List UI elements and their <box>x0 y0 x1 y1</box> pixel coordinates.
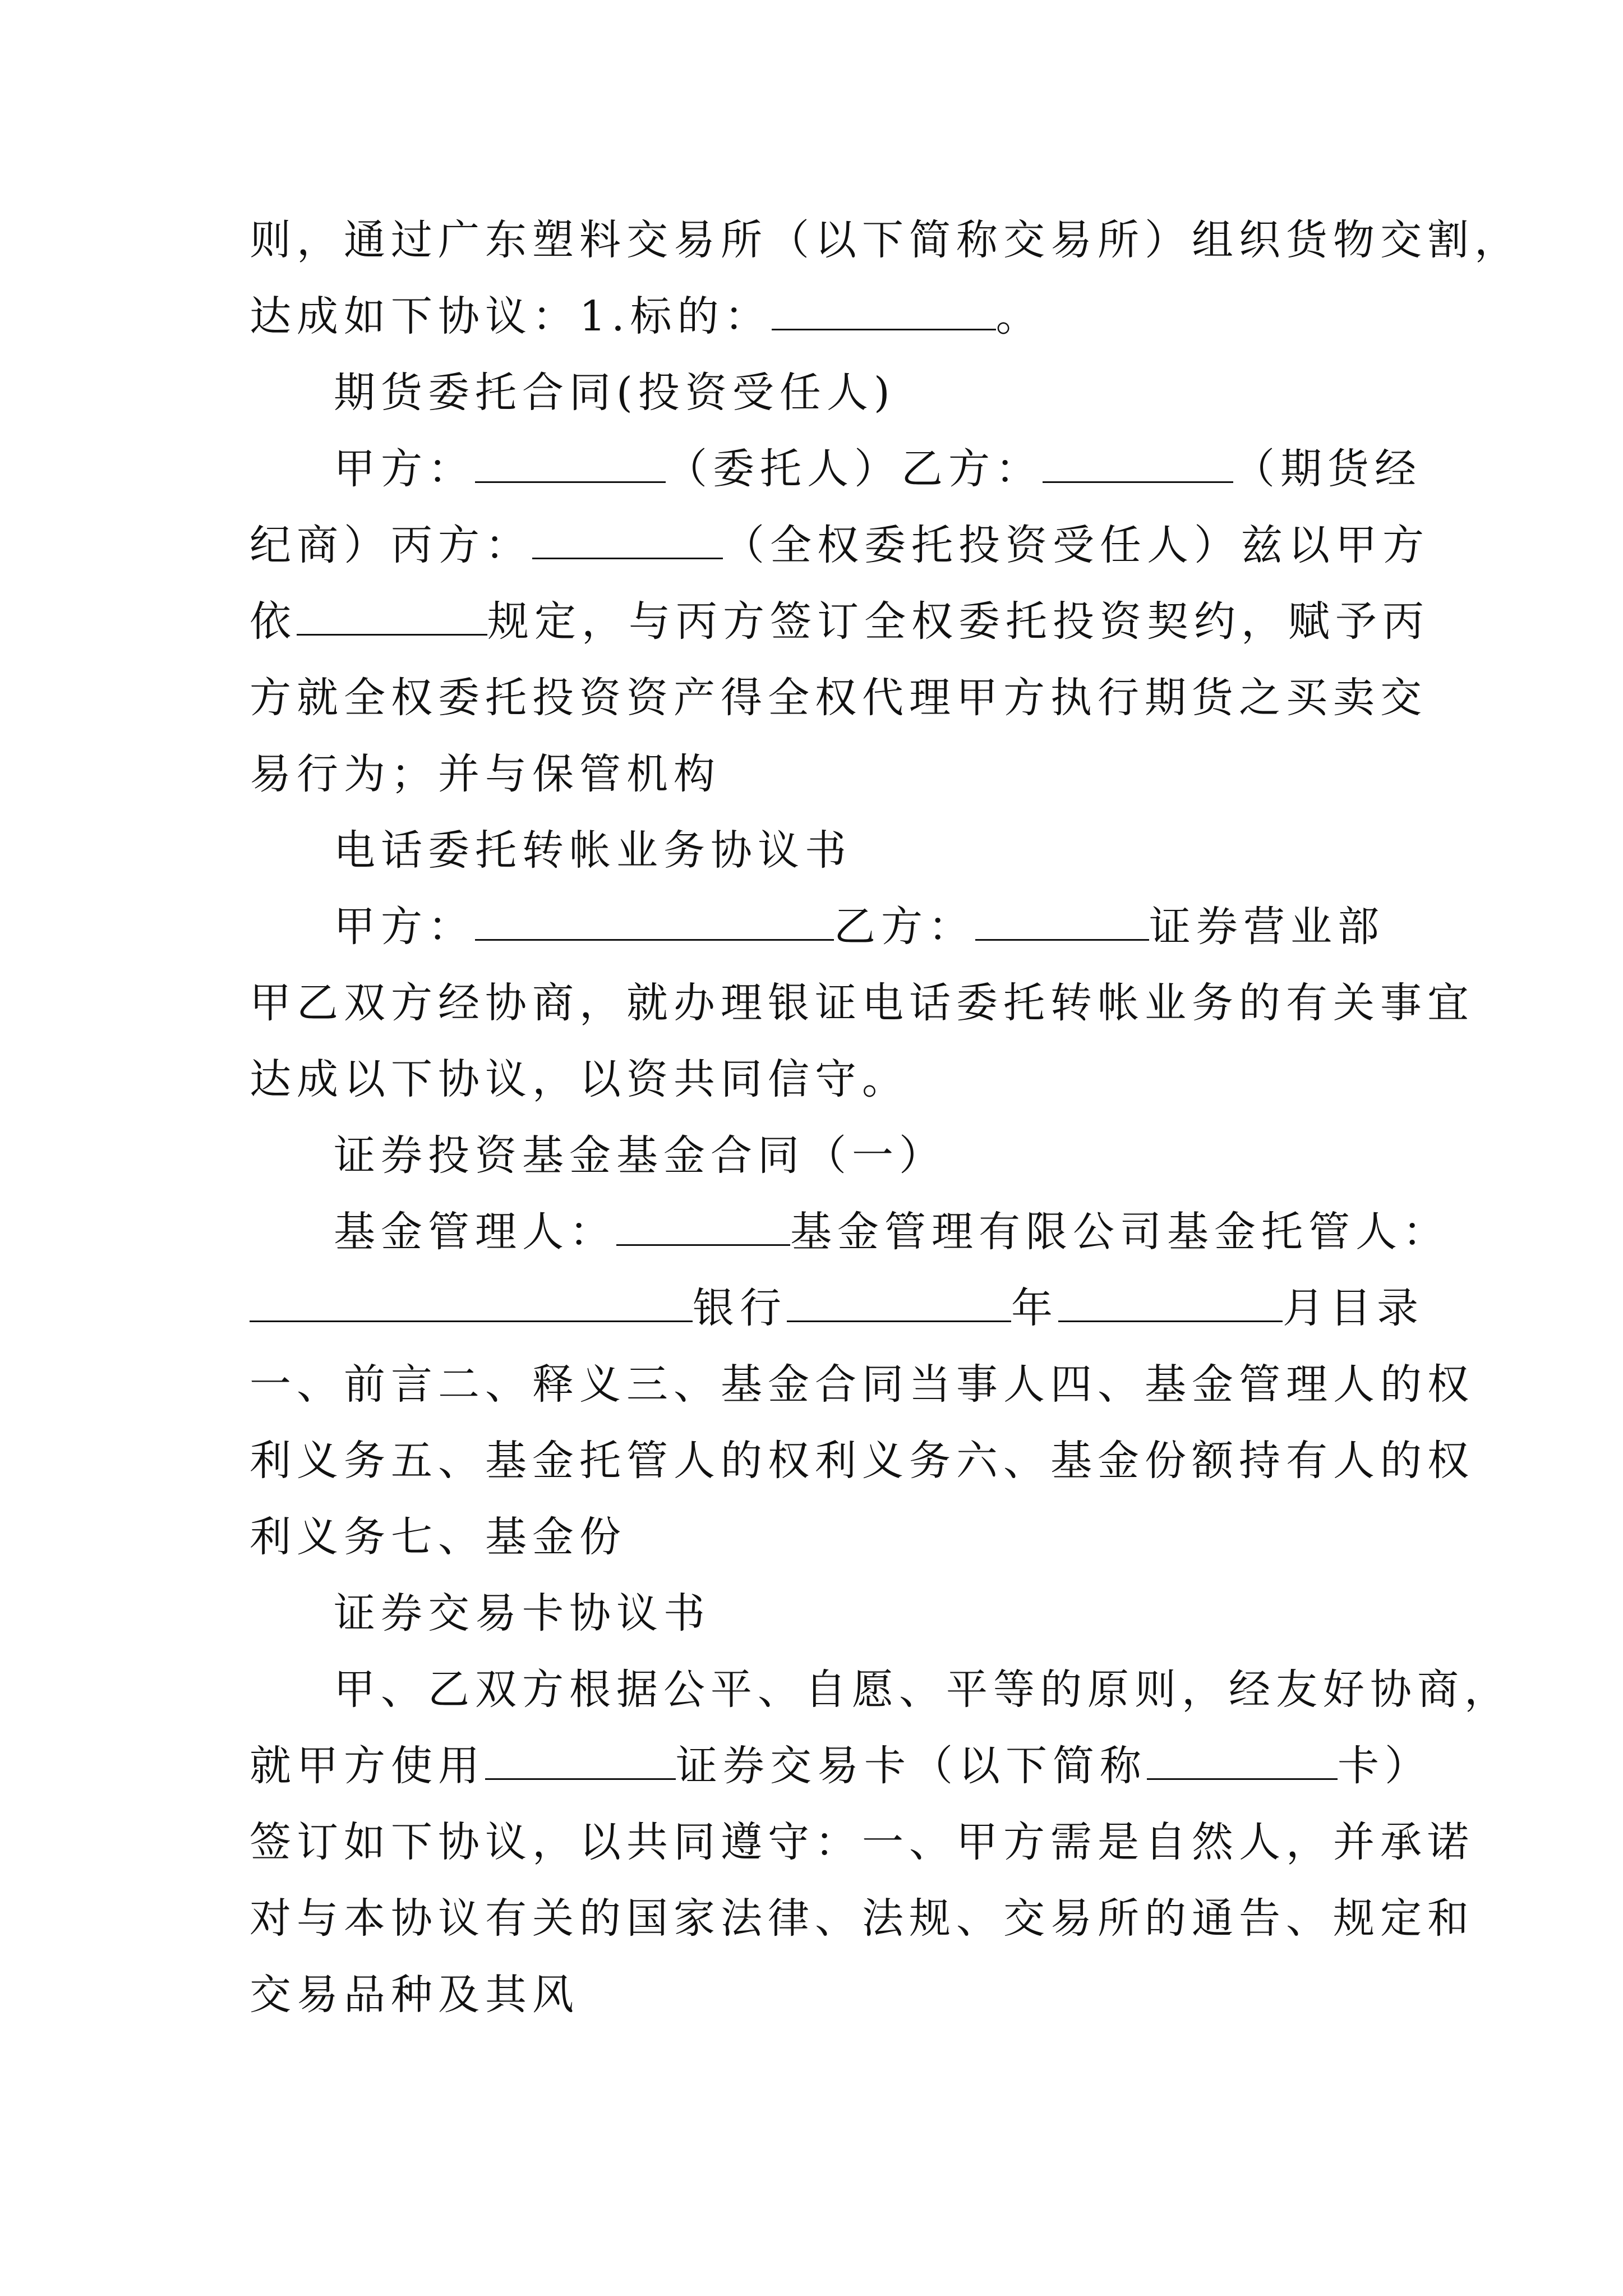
paragraph-line <box>250 965 1474 1041</box>
paragraph-line <box>250 736 1388 812</box>
text: 证券交易卡（以下简称 <box>676 1742 1147 1790</box>
text: 达成如下协议：1.标的： <box>250 292 772 341</box>
fill-blank <box>1147 1739 1338 1780</box>
text: 达成以下协议，以资共同信守。 <box>250 1055 909 1103</box>
text: 依 <box>250 597 297 646</box>
fill-blank <box>787 1281 1011 1322</box>
text: 乙方： <box>834 903 975 951</box>
paragraph-line <box>250 583 1430 660</box>
fill-blank <box>975 900 1149 941</box>
fill-blank <box>616 1205 790 1246</box>
fill-blank <box>1043 442 1233 483</box>
section-heading <box>250 1575 1388 1651</box>
text: （全权委托投资受任人）兹以甲方 <box>723 521 1430 569</box>
fill-blank <box>250 1281 693 1322</box>
paragraph-line <box>250 1804 1474 1880</box>
paragraph-line <box>250 1651 1511 1728</box>
text: 甲、乙双方根据公平、自愿、平等的原则，经友好协商， <box>334 1665 1511 1714</box>
paragraph-line <box>250 1728 1432 1804</box>
fill-blank <box>475 442 666 483</box>
fill-blank <box>485 1739 676 1780</box>
paragraph-line <box>250 202 1521 278</box>
text: 基金管理有限公司基金托管人： <box>790 1208 1450 1256</box>
paragraph-line <box>250 660 1427 736</box>
text: 签订如下协议，以共同遵守：一、甲方需是自然人，并承诺 <box>250 1818 1474 1866</box>
fill-blank <box>772 289 996 330</box>
paragraph-line <box>250 1270 1424 1346</box>
text: 利义务七、基金份 <box>250 1513 626 1561</box>
paragraph-line <box>250 507 1430 583</box>
text: 年 <box>1011 1284 1058 1332</box>
paragraph-line <box>250 278 1388 355</box>
document-page <box>250 202 1521 2033</box>
text: 规定，与丙方签订全权委托投资契约，赋予丙 <box>487 597 1430 646</box>
text: 甲方： <box>334 903 475 951</box>
fill-blank <box>297 595 487 636</box>
heading-text: 证券交易卡协议书 <box>334 1589 711 1637</box>
paragraph-line <box>250 1957 1388 2033</box>
section-heading <box>250 355 1388 431</box>
paragraph-line <box>250 1346 1474 1423</box>
text: 则，通过广东塑料交易所（以下简称交易所）组织货物交割， <box>250 216 1521 264</box>
text: 就甲方使用 <box>250 1742 485 1790</box>
paragraph-line <box>250 1499 1388 1575</box>
fill-blank <box>532 518 723 559</box>
fill-blank <box>475 900 834 941</box>
paragraph-line <box>250 1880 1474 1957</box>
section-heading <box>250 812 1388 889</box>
text: 一、前言二、释义三、基金合同当事人四、基金管理人的权 <box>250 1360 1474 1409</box>
text: 利义务五、基金托管人的权利义务六、基金份额持有人的权 <box>250 1437 1474 1485</box>
fill-blank <box>1058 1281 1283 1322</box>
heading-text: 证券投资基金基金合同（一） <box>334 1131 946 1180</box>
paragraph-line <box>250 431 1422 507</box>
text: （委托人）乙方： <box>666 445 1043 493</box>
text: 证券营业部 <box>1149 903 1385 951</box>
text: 基金管理人： <box>334 1208 616 1256</box>
text: 对与本协议有关的国家法律、法规、交易所的通告、规定和 <box>250 1894 1474 1943</box>
paragraph-line <box>250 889 1388 965</box>
section-heading <box>250 1117 1388 1194</box>
text: 月目录 <box>1283 1284 1424 1332</box>
text: 甲乙双方经协商，就办理银证电话委托转帐业务的有关事宜 <box>250 979 1474 1027</box>
heading-text: 期货委托合同(投资受任人) <box>334 369 896 417</box>
text: 方就全权委托投资资产得全权代理甲方执行期货之买卖交 <box>250 674 1427 722</box>
text: 纪商）丙方： <box>250 521 532 569</box>
paragraph-line <box>250 1423 1474 1499</box>
text: 。 <box>995 292 1043 341</box>
text: 易行为；并与保管机构 <box>250 750 721 798</box>
heading-text: 电话委托转帐业务协议书 <box>334 826 852 875</box>
text: 甲方： <box>334 445 475 493</box>
text: （期货经 <box>1233 445 1422 493</box>
text: 卡） <box>1338 1742 1432 1790</box>
paragraph-line <box>250 1041 1388 1117</box>
text: 交易品种及其风 <box>250 1971 579 2019</box>
paragraph-line <box>250 1194 1450 1270</box>
text: 银行 <box>693 1284 787 1332</box>
